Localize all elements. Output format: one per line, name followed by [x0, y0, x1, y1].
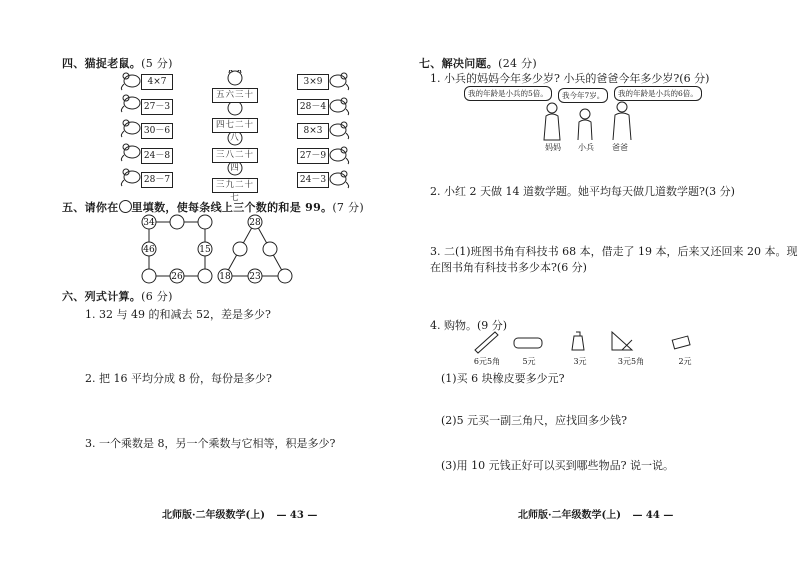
square-mid-left: 46 — [143, 245, 155, 255]
right-footer-text: 北师版·二年级数学(上) — [518, 510, 621, 521]
bubble-mother: 我的年龄是小兵的5倍。 — [464, 86, 552, 101]
right-mouse-3: 8×3 — [297, 123, 329, 139]
section-7-q3-line2: 图书角有科技书多少本?(6 分) — [441, 261, 587, 274]
cat-4: 三九二十七 — [212, 178, 258, 193]
section-5-title: 五、请你在 — [62, 201, 119, 214]
section-7-title: 七、解决问题。 — [419, 57, 499, 70]
mouse-icons-right — [328, 72, 352, 192]
pencil-case-icon — [514, 338, 542, 348]
left-footer — [162, 506, 317, 521]
cat-3: 三八二十四 — [212, 148, 258, 163]
section-7-score: (24 分) — [498, 57, 537, 70]
left-mouse-1: 4×7 — [141, 74, 173, 90]
section-7-q4-sub1: (1)买 6 块橡皮要多少元? — [441, 372, 565, 385]
shopping-items — [470, 328, 700, 356]
right-mouse-4: 27－9 — [297, 148, 329, 164]
left-footer-text: 北师版·二年级数学(上) — [162, 510, 265, 521]
left-mouse-2: 27－3 — [141, 99, 173, 115]
triangle-top: 28 — [249, 218, 261, 228]
eraser-icon — [672, 336, 690, 349]
section-7-q2: 2. 小红 2 天做 14 道数学题。她平均每天做几道数学题?(3 分) — [430, 185, 735, 198]
square-mid-right: 15 — [199, 245, 211, 255]
label-mother: 妈妈 — [545, 143, 561, 152]
triangle-bottom-left: 18 — [219, 272, 231, 282]
section-6-score: (6 分) — [141, 290, 173, 303]
left-mouse-3: 30－6 — [141, 123, 173, 139]
section-5-title-rest: 里填数，使每条线上三个数的和是 99。 — [131, 201, 333, 214]
right-footer — [518, 506, 673, 521]
section-4-score: (5 分) — [141, 57, 173, 70]
label-father: 爸爸 — [612, 143, 628, 152]
bubble-xiaobing: 我今年7岁。 — [558, 88, 608, 103]
triangle-bottom-mid: 23 — [249, 272, 261, 282]
pen-icon — [475, 332, 498, 353]
triangle-ruler-icon — [612, 332, 632, 350]
section-6-title: 六、列式计算。 — [62, 290, 142, 303]
mouse-icons-left — [118, 72, 142, 192]
square-top-left: 34 — [143, 218, 155, 228]
number-puzzle-figures — [130, 212, 300, 284]
bubble-father: 我的年龄是小兵的6倍。 — [614, 86, 702, 101]
left-mouse-5: 28－7 — [141, 172, 173, 188]
left-mouse-4: 24－8 — [141, 148, 173, 164]
right-page-number: — 44 — — [632, 510, 674, 521]
section-7-q3-line1: 3. 二(1)班图书角有科技书 68 本，借走了 19 本，后来又还回来 20 本。现在 — [430, 245, 798, 274]
section-7-q4-sub3: (3)用 10 元钱正好可以买到哪些物品? 说一说。 — [441, 459, 674, 472]
section-4-heading — [62, 55, 173, 71]
section-6-q1: 1. 32 与 49 的和减去 52，差是多少? — [85, 308, 271, 321]
section-6-q3: 3. 一个乘数是 8，另一个乘数与它相等，积是多少? — [85, 437, 336, 450]
price-pencil-case: 5元 — [522, 357, 536, 366]
section-7-heading — [419, 55, 537, 71]
section-7-q4-sub2: (2)5 元买一副三角尺，应找回多少钱? — [441, 414, 627, 427]
right-mouse-2: 28－4 — [297, 99, 329, 115]
cat-2: 四七二十八 — [212, 118, 258, 133]
price-ruler: 3元5角 — [617, 357, 645, 366]
price-pen: 6元5角 — [473, 357, 501, 366]
square-bottom-mid: 26 — [171, 272, 183, 282]
label-xiaobing: 小兵 — [578, 143, 594, 152]
right-mouse-5: 24－3 — [297, 172, 329, 188]
section-6-heading — [62, 288, 173, 304]
price-eraser: 2元 — [678, 357, 692, 366]
left-page-number: — 43 — — [276, 510, 318, 521]
family-illustration — [530, 100, 645, 142]
right-mouse-1: 3×9 — [297, 74, 329, 90]
price-ink: 3元 — [573, 357, 587, 366]
section-7-q4: 4. 购物。(9 分) — [430, 319, 508, 332]
cat-1: 五六三十 — [212, 88, 258, 103]
section-4-title: 四、猫捉老鼠。 — [62, 57, 142, 70]
section-5-score: (7 分) — [332, 201, 364, 214]
section-7-q1: 1. 小兵的妈妈今年多少岁? 小兵的爸爸今年多少岁?(6 分) — [430, 72, 710, 85]
ink-bottle-icon — [572, 332, 584, 350]
section-6-q2: 2. 把 16 平均分成 8 份，每份是多少? — [85, 372, 272, 385]
